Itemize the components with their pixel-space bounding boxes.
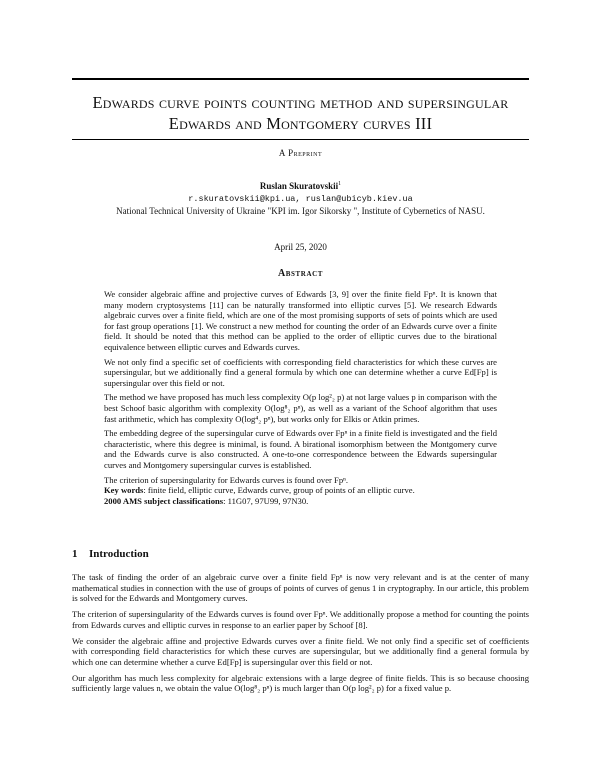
ams-line [104,496,497,507]
author-emails: r.skuratovskii@kpi.ua, ruslan@ubicyb.kiev.ua [188,194,413,204]
ams-label: 2000 AMS subject classifications [104,495,224,506]
section-heading [72,548,149,560]
keywords-line [104,485,497,496]
body-paragraph: The task of finding the order of an algebraic curve over a finite field Fpⁿ is now very relevant and is at the center of many mathematical studies in connection with the use of groups of points of curves of genus 1 in cryptography. In our article, this problem is solved for the Edwards and Montgomery curves. [72,572,529,604]
keywords-label: Key words [104,485,144,496]
author-affiliation: National Technical University of Ukraine "KPI im. Igor Sikorsky ", Institute of Cybernetics of NASU. [116,206,485,216]
abstract-paragraph: The criterion of supersingularity for Edwards curves is found over Fpⁿ. [104,474,348,485]
section-title: Introduction [89,548,149,560]
title-bottom-rule [72,139,529,140]
paper-date: April 25, 2020 [274,242,327,252]
author-name-text: Ruslan Skuratovskii [259,181,339,191]
abstract-paragraph: The method we have proposed has much less complexity O(p log²₂ p) at not large values p in comparison with the best Schoof basic algorithm with complexity O(log⁸₂ pⁿ), as well as a variant of the Schoof algorithm that uses fast arithmetic, which has complexity O(log⁴₂ pⁿ), but works only for Elkis or Atkin primes. [104,392,497,424]
keywords-text: : finite field, elliptic curve, Edwards curve, group of points of an elliptic curve. [143,485,415,496]
section-number: 1 [72,548,78,560]
abstract-body [104,289,497,506]
author-footnote-mark: 1 [338,181,342,187]
body-paragraph: The criterion of supersingularity of the Edwards curves is found over Fpⁿ. We additionally propose a method for counting the points from Edwards curves and elliptic curves in response to an earlier paper by Schoof [8]. [72,609,529,630]
ams-text: : 11G07, 97U99, 97N30. [223,495,309,506]
abstract-paragraph: The embedding degree of the supersingular curve of Edwards over Fpⁿ in a finite field is investigated and the field characteristic, where this degree is minimal, is found. A birational isomorphism between the Montgomery curve and the Edwards curve is also constructed. A one-to-one correspondence between the Edwards supersingular curves and Montgomery supersingular curves is established. [104,428,497,470]
author-name [72,181,529,191]
section-body [72,572,529,699]
abstract-paragraph: We not only find a specific set of coefficients with corresponding field characteristics for which these curves are supersingular, but we additionally find a general formula by which one can determine whether a curve Ed[Fp] is supersingular over this field or not. [104,356,497,388]
abstract-paragraph: We consider algebraic affine and projective curves of Edwards [3, 9] over the finite field Fpⁿ. It is known that many modern cryptosystems [11] can be naturally transformed into elliptic curves [5]. We research Edwards algebraic curves over a finite field, which are one of the most promising supports of sets of points which are used for fast group operations [1]. We construct a new method for counting the order of an Edwards curve over a finite field. It should be noted that this method can be applied to the order of elliptic curves due to the birational equivalence between elliptic curves and Edwards curves. [104,289,497,352]
preprint-label: A Preprint [278,148,323,158]
paper-title: Edwards curve points counting method and supersingular Edwards and Montgomery curves III [92,93,509,133]
title-top-rule [72,78,529,80]
body-paragraph: Our algorithm has much less complexity for algebraic extensions with a large degree of finite fields. This is so because choosing sufficiently large values n, we obtain the value O(log⁸₂ pⁿ) is much larger than O(p log²₂ p) for a fixed value p. [72,672,529,694]
abstract-heading: Abstract [277,268,324,279]
body-paragraph: We consider the algebraic affine and projective Edwards curves over a finite field. We not only find a specific set of coefficients with corresponding field characteristics for which these curves are supersingular, but we additionally find a general formula by which one can determine whether a curve Ed[Fp] is supersingular over this field or not. [72,635,529,667]
